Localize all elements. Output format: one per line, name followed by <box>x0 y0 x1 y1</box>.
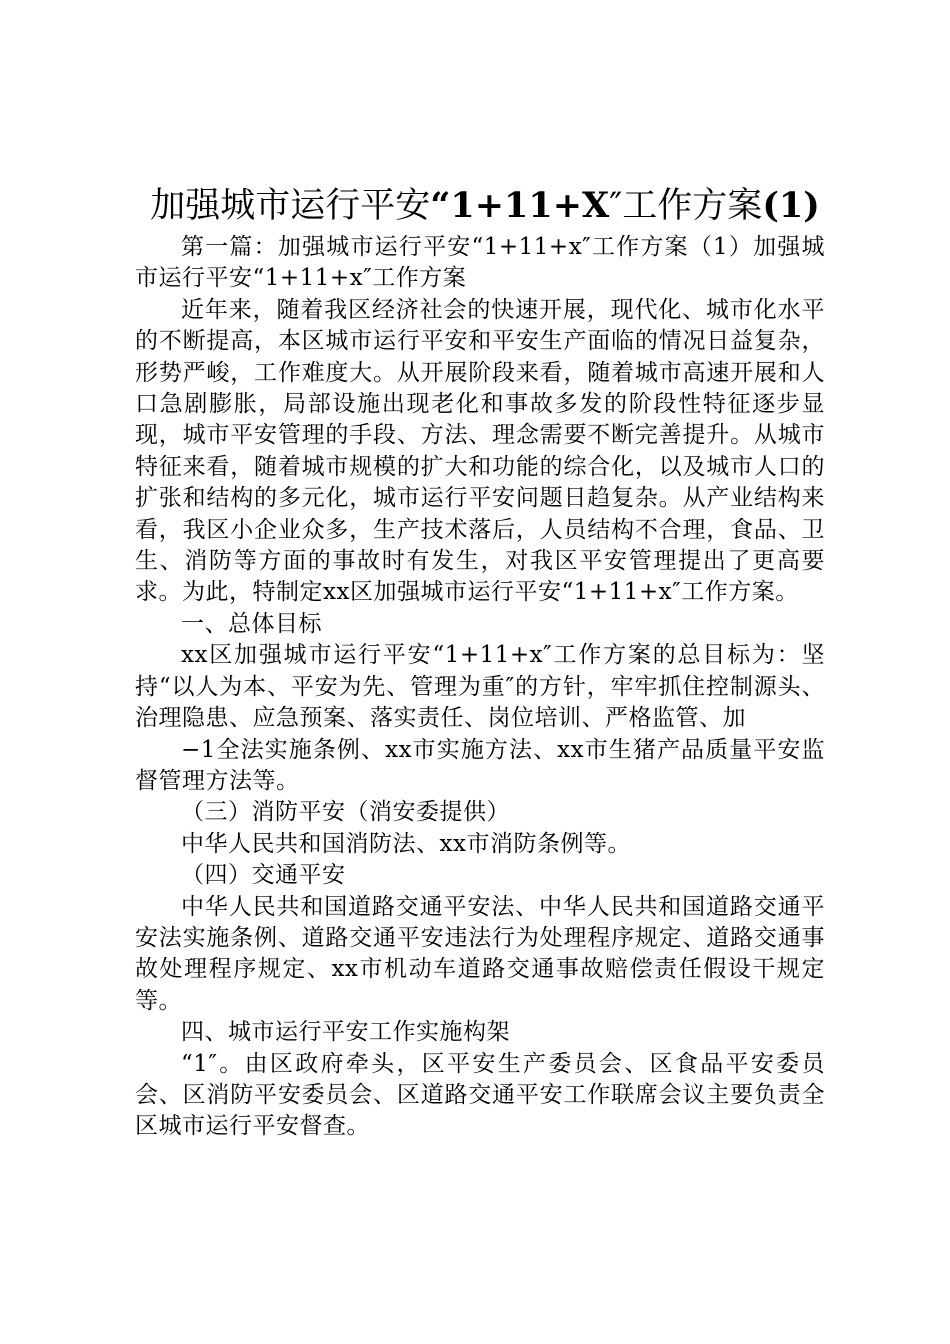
subheading-traffic-safety: （四）交通平安 <box>181 862 346 889</box>
section-heading-goals: 一、总体目标 <box>181 610 322 637</box>
paragraph-regulations-food: −1全法实施条例、xx市实施方法、xx市生猪产品质量平安监督管理方法等。 <box>135 736 825 794</box>
paragraph-intro-heading: 第一篇：加强城市运行平安“1+11+x″工作方案（1）加强城市运行平安“1+11+x″工作方案 <box>135 234 825 292</box>
document-page <box>135 180 825 1143</box>
paragraph-traffic-safety: 中华人民共和国道路交通平安法、中华人民共和国道路交通平安法实施条例、道路交通平安违法行为处理程序规定、道路交通事故处理程序规定、xx市机动车道路交通事故赔偿责任假设干规定等。 <box>135 893 825 1014</box>
document-title <box>135 180 825 232</box>
title-code: “1+11+X <box>430 185 610 226</box>
paragraph-fire-safety: 中华人民共和国消防法、xx市消防条例等。 <box>181 830 631 857</box>
title-suffix: 工作方案 <box>622 186 763 226</box>
title-number: (1) <box>762 185 820 226</box>
subheading-fire-safety: （三）消防平安（消安委提供） <box>181 799 510 826</box>
paragraph-goals: xx区加强城市运行平安“1+11+x″工作方案的总目标为：坚持“以人为本、平安为先、管理为重″的方针，牢牢抓住控制源头、治理隐患、应急预案、落实责任、岗位培训、严格监管、加 <box>135 642 825 732</box>
section-heading-framework: 四、城市运行平安工作实施构架 <box>181 1019 510 1046</box>
paragraph-background: 近年来，随着我区经济社会的快速开展，现代化、城市化水平的不断提高，本区城市运行平安和平安生产面临的情况日益复杂，形势严峻，工作难度大。从开展阶段来看，随着城市高速开展和人口急剧膨胀，局部设施出现老化和事故多发的阶段性特征逐步显现，城市平安管理的手段、方法、理念需要不断完善提升。从城市特征来看，随着城市规模的扩大和功能的综合化，以及城市人口的扩张和结构的多元化，城市运行平安问题日趋复杂。从产业结构来看，我区小企业众多，生产技术落后，人员结构不合理，食品、卫生、消防等方面的事故时有发生，对我区平安管理提出了更高要求。为此，特制定xx区加强城市运行平安“1+11+x″工作方案。 <box>135 296 825 606</box>
paragraph-framework: “1″。由区政府牵头，区平安生产委员会、区食品平安委员会、区消防平安委员会、区道路交通平安工作联席会议主要负责全区城市运行平安督查。 <box>135 1050 825 1140</box>
title-prefix: 加强城市运行平安 <box>150 186 431 226</box>
title-quote: ″ <box>609 186 623 226</box>
